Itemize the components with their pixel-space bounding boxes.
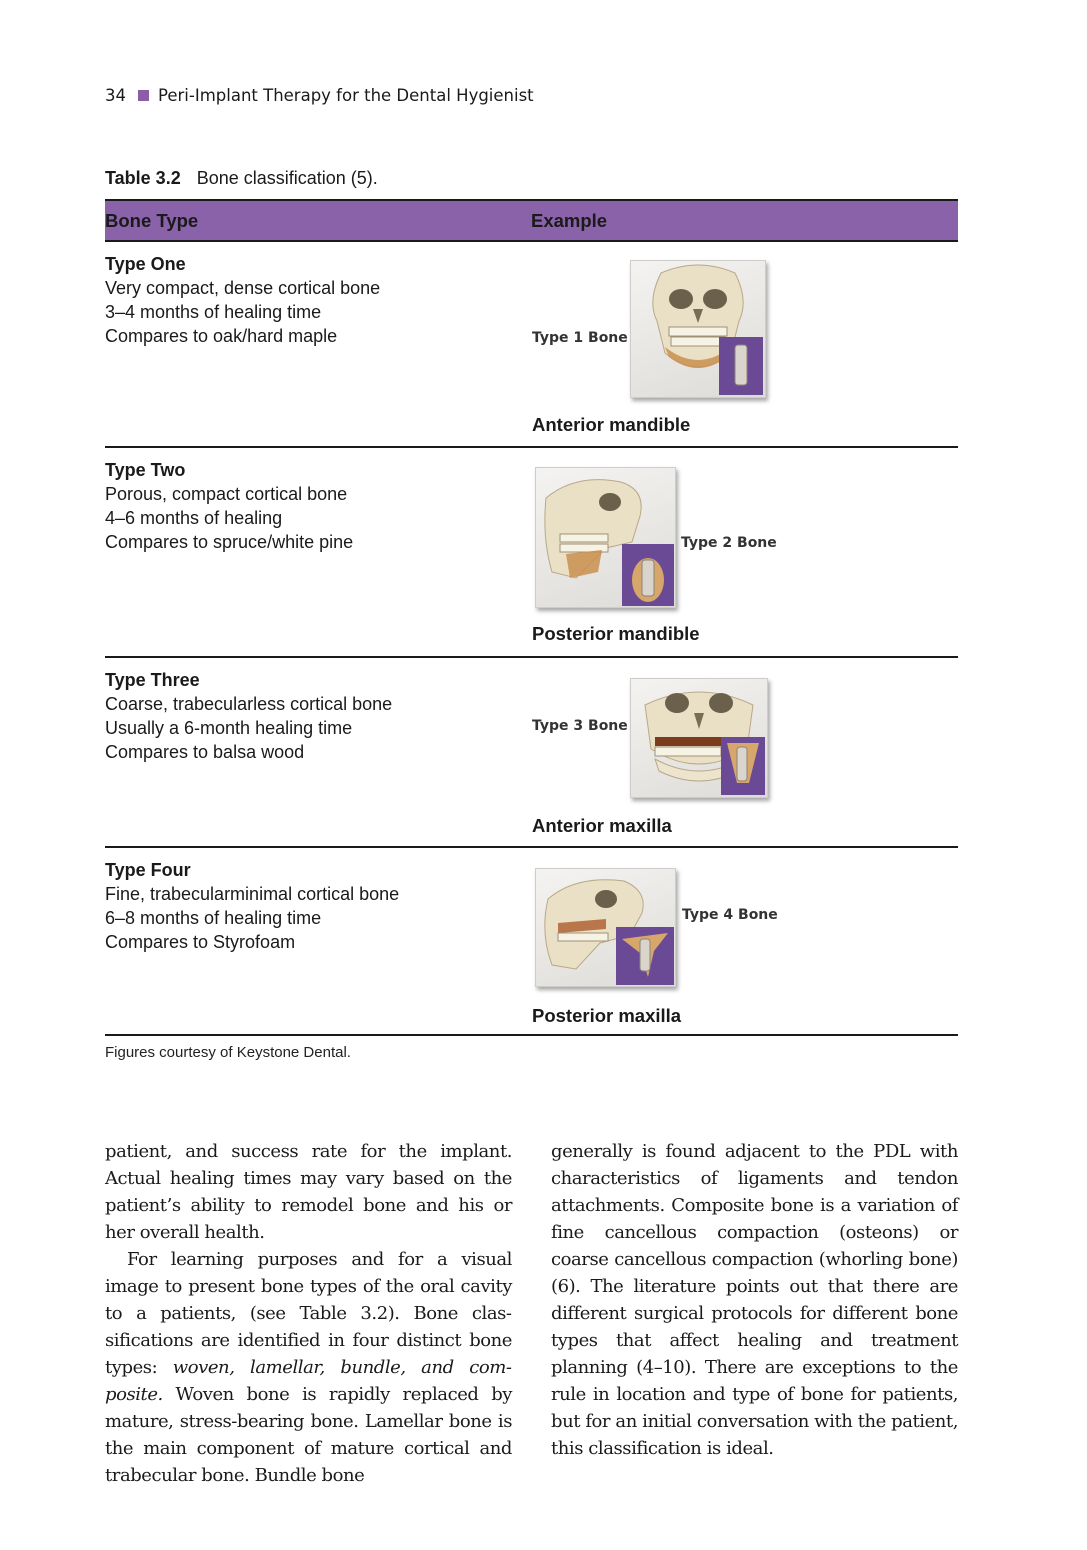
table-caption-text: Bone classification (5). <box>196 168 378 188</box>
row-location: Posterior maxilla <box>532 1005 682 1026</box>
figure-label: Type 1 Bone <box>532 330 628 346</box>
body-column-left <box>105 1138 512 1489</box>
page-number: 34 <box>105 86 126 105</box>
row-line: 6–8 months of healing time <box>105 908 322 928</box>
row-line: Compares to oak/hard maple <box>105 326 338 346</box>
figure-label: Type 4 Bone <box>682 907 778 923</box>
paragraph <box>105 1246 512 1489</box>
skull-front-maxilla-image <box>630 678 768 798</box>
row-description <box>105 858 399 954</box>
row-location: Posterior mandible <box>532 623 700 644</box>
skull-side-mandible-image <box>535 467 676 608</box>
paragraph-text: Woven bone is rapidly replaced by mature, stress-bearing bone. Lamellar bone is the main component of mature cortical and trabecular bone. Bundle bone <box>105 1384 512 1486</box>
row-line: Compares to balsa wood <box>105 742 305 762</box>
skull-front-mandible-image <box>630 260 766 398</box>
row-line: Compares to Styrofoam <box>105 932 296 952</box>
running-head <box>105 86 705 105</box>
row-title: Type One <box>105 254 186 274</box>
italic-term-list: woven, lamellar, bundle, and composite. <box>105 1357 513 1405</box>
row-location: Anterior mandible <box>532 414 691 435</box>
table-header-row <box>105 199 958 242</box>
skull-side-maxilla-image <box>535 868 676 987</box>
bone-classification-table <box>105 199 958 1036</box>
row-title: Type Three <box>105 670 200 690</box>
row-line: Coarse, trabecularless cortical bone <box>105 694 393 714</box>
row-line: 3–4 months of healing time <box>105 302 322 322</box>
table-row <box>105 448 958 658</box>
header-example: Example <box>531 209 608 231</box>
purple-square-icon <box>138 90 149 101</box>
row-location: Anterior maxilla <box>532 815 672 836</box>
row-line: Very compact, dense cortical bone <box>105 278 381 298</box>
row-description <box>105 458 353 554</box>
row-description <box>105 252 380 348</box>
table-caption <box>105 168 378 189</box>
row-line: Fine, trabecularminimal cortical bone <box>105 884 400 904</box>
figure-label: Type 3 Bone <box>532 718 628 734</box>
table-row <box>105 242 958 448</box>
table-label: Table 3.2 <box>105 168 181 188</box>
table-footnote: Figures courtesy of Keystone Dental. <box>105 1044 351 1061</box>
running-head-title: Peri-Implant Therapy for the Dental Hygienist <box>158 86 534 105</box>
row-title: Type Four <box>105 860 191 880</box>
table-row <box>105 658 958 848</box>
row-description <box>105 668 392 764</box>
row-line: Porous, compact cortical bone <box>105 484 348 504</box>
paragraph: generally is found adjacent to the PDL with characteristics of ligaments and tendon attachments. Composite bone is a variation of fine cancellous compaction (osteons) or coarse cancellous compaction (whorling bone) (6). The literature points out that there are different surgical protocols for different bone types that affect healing and treatment planning (4–10). There are exceptions to the rule in location and type of bone for patients, but for an initial conversation with the patient, this classification is ideal. <box>551 1141 958 1459</box>
row-title: Type Two <box>105 460 186 480</box>
paragraph: patient, and success rate for the implant. Actual healing times may vary based on the patient’s ability to remodel bone and his or her overall health. <box>105 1141 512 1243</box>
body-column-right <box>551 1138 958 1462</box>
paragraph-text: For learning purposes and for a visual image to present bone types of the oral cavity to a patients, (see Table 3.2). Bone classifications are identified in four distinct bone types: <box>105 1249 512 1378</box>
row-line: Usually a 6-month healing time <box>105 718 353 738</box>
row-line: Compares to spruce/white pine <box>105 532 354 552</box>
header-bone-type: Bone Type <box>105 209 199 231</box>
row-line: 4–6 months of healing <box>105 508 283 528</box>
figure-label: Type 2 Bone <box>681 535 777 551</box>
table-row <box>105 848 958 1036</box>
